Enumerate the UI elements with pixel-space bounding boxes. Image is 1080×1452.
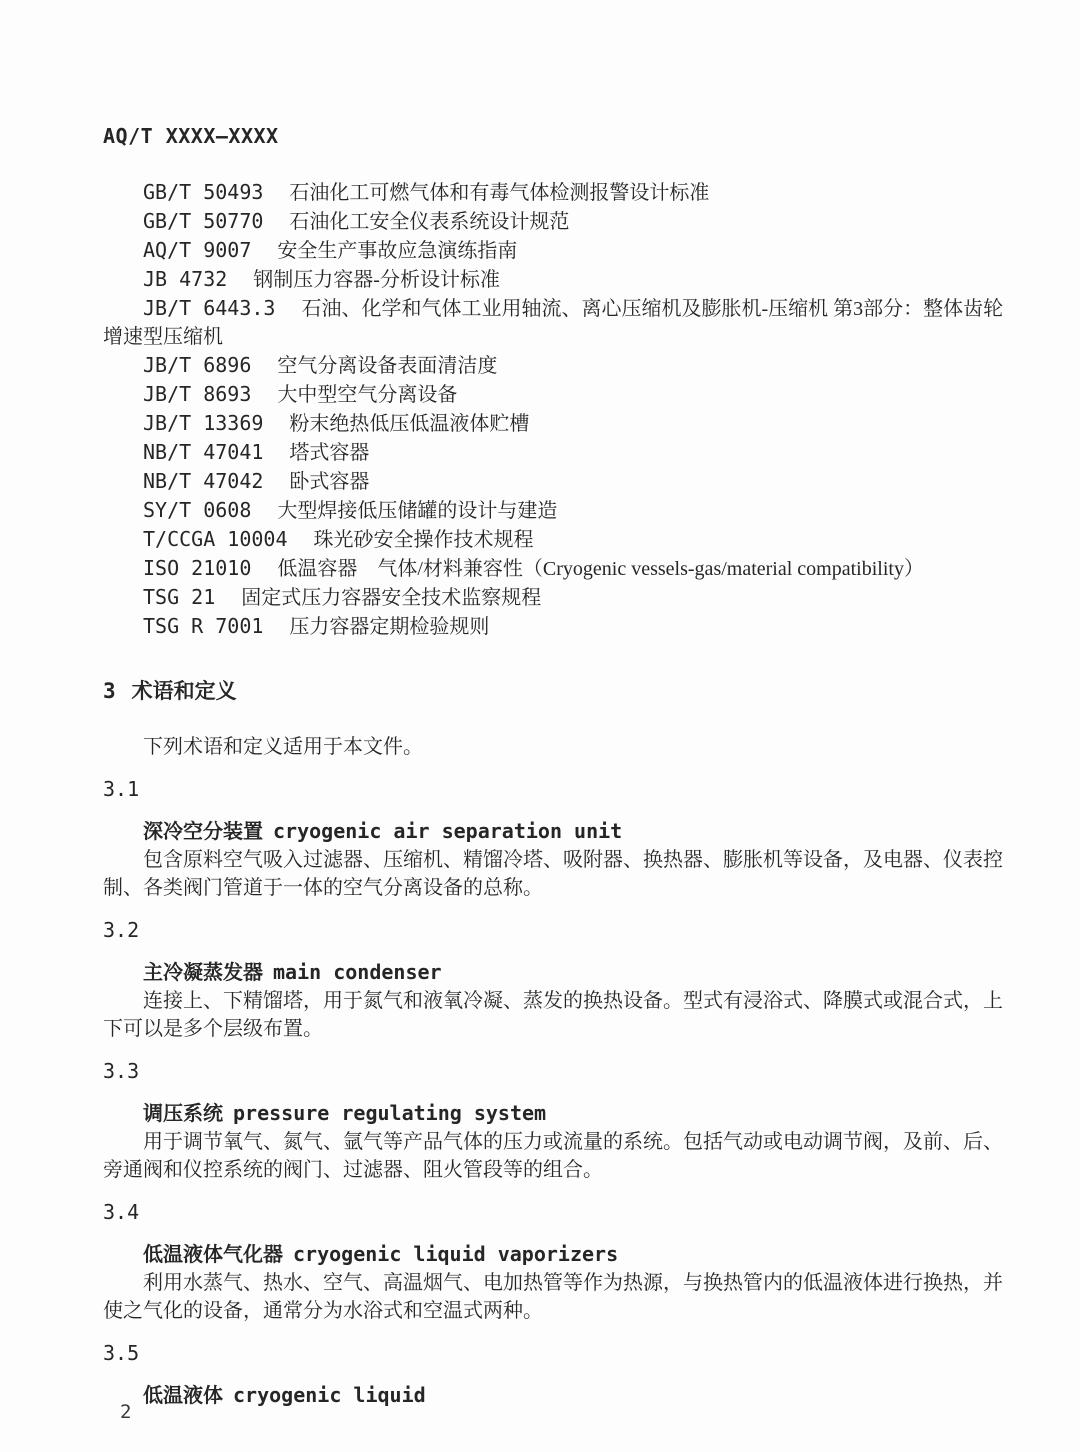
- term-en: pressure regulating system: [233, 1101, 547, 1125]
- reference-title: 珠光砂安全操作技术规程: [313, 529, 534, 551]
- term-definition: 用于调节氧气、氮气、氩气等产品气体的压力或流量的系统。包括气动或电动调节阀，及前、后、旁通阀和仪控系统的阀门、过滤器、阻火管段等的组合。: [103, 1131, 1003, 1181]
- reference-title: 石油化工可燃气体和有毒气体检测报警设计标准: [289, 182, 710, 204]
- reference-title: 石油、化学和气体工业用轴流、离心压缩机及膨胀机-压缩机 第3部分：整体齿轮增速型压缩机: [103, 298, 1004, 348]
- term-zh: 深冷空分装置: [143, 821, 263, 843]
- term-definition: 利用水蒸气、热水、空气、高温烟气、电加热管等作为热源，与换热管内的低温液体进行换热，并使之气化的设备，通常分为水浴式和空温式两种。: [103, 1272, 1003, 1322]
- reference-title: 大型焊接低压储罐的设计与建造: [277, 500, 558, 522]
- reference-title: 安全生产事故应急演练指南: [277, 240, 518, 262]
- reference-title: 钢制压力容器-分析设计标准: [253, 269, 500, 291]
- reference-title: 大中型空气分离设备: [277, 384, 458, 406]
- term-en: cryogenic liquid vaporizers: [293, 1242, 619, 1266]
- reference-item: [103, 294, 1010, 351]
- reference-item: [103, 525, 1010, 554]
- term-zh: 主冷凝蒸发器: [143, 962, 263, 984]
- document-code-header: AQ/T XXXX—XXXX: [103, 124, 279, 148]
- term-block-3-5: [103, 1339, 1010, 1410]
- reference-code: GB/T 50770: [143, 209, 264, 233]
- section-3-heading: [103, 677, 1010, 706]
- reference-code: JB/T 13369: [143, 411, 264, 435]
- reference-title: 压力容器定期检验规则: [289, 616, 490, 638]
- term-block-3-3: [103, 1057, 1010, 1184]
- reference-title: 空气分离设备表面清洁度: [277, 355, 498, 377]
- reference-code: GB/T 50493: [143, 180, 264, 204]
- reference-title: 塔式容器: [289, 442, 370, 464]
- reference-code: SY/T 0608: [143, 498, 252, 522]
- reference-item: [103, 207, 1010, 236]
- term-en: cryogenic liquid: [233, 1383, 426, 1407]
- terms-intro: 下列术语和定义适用于本文件。: [143, 736, 423, 758]
- reference-item: [103, 409, 1010, 438]
- term-title: [103, 958, 1010, 987]
- reference-code: JB 4732: [143, 267, 228, 291]
- reference-item: [103, 554, 1010, 583]
- term-block-3-1: [103, 775, 1010, 902]
- reference-item: [103, 467, 1010, 496]
- reference-item: [103, 236, 1010, 265]
- reference-item: [103, 583, 1010, 612]
- reference-title: 石油化工安全仪表系统设计规范: [289, 211, 570, 233]
- reference-code: JB/T 8693: [143, 382, 252, 406]
- reference-code: NB/T 47042: [143, 469, 264, 493]
- term-title: [103, 1240, 1010, 1269]
- term-zh: 低温液体: [143, 1385, 223, 1407]
- page-number: 2: [120, 1401, 132, 1423]
- term-definition: 包含原料空气吸入过滤器、压缩机、精馏冷塔、吸附器、换热器、膨胀机等设备，及电器、仪表控制、各类阀门管道于一体的空气分离设备的总称。: [103, 849, 1003, 899]
- term-en: cryogenic air separation unit: [273, 819, 623, 843]
- term-number: 3.5: [103, 1341, 140, 1365]
- section-number: 3: [103, 679, 116, 703]
- reference-code: JB/T 6896: [143, 353, 252, 377]
- term-definition: 连接上、下精馏塔，用于氮气和液氧冷凝、蒸发的换热设备。型式有浸浴式、降膜式或混合式，上下可以是多个层级布置。: [103, 990, 1003, 1040]
- reference-title: 固定式压力容器安全技术监察规程: [241, 587, 542, 609]
- term-block-3-2: [103, 916, 1010, 1043]
- term-block-3-4: [103, 1198, 1010, 1325]
- term-zh: 低温液体气化器: [143, 1244, 283, 1266]
- term-title: [103, 1099, 1010, 1128]
- references-list: [103, 178, 1010, 641]
- term-number: 3.2: [103, 918, 140, 942]
- reference-item: [103, 496, 1010, 525]
- reference-item: [103, 612, 1010, 641]
- reference-item: [103, 380, 1010, 409]
- reference-code: JB/T 6443.3: [143, 296, 276, 320]
- term-zh: 调压系统: [143, 1103, 223, 1125]
- reference-title: 卧式容器: [289, 471, 370, 493]
- reference-code: TSG R 7001: [143, 614, 264, 638]
- reference-code: NB/T 47041: [143, 440, 264, 464]
- reference-code: TSG 21: [143, 585, 216, 609]
- term-title: [103, 1381, 1010, 1410]
- reference-code: AQ/T 9007: [143, 238, 252, 262]
- term-en: main condenser: [273, 960, 442, 984]
- reference-item: [103, 265, 1010, 294]
- reference-item: [103, 438, 1010, 467]
- term-number: 3.4: [103, 1200, 140, 1224]
- term-number: 3.1: [103, 777, 140, 801]
- reference-title: 低温容器 气体/材料兼容性（Cryogenic vessels-gas/material compatibility）: [277, 558, 924, 580]
- reference-title: 粉末绝热低压低温液体贮槽: [289, 413, 530, 435]
- reference-item: [103, 351, 1010, 380]
- reference-code: T/CCGA 10004: [143, 527, 288, 551]
- term-title: [103, 817, 1010, 846]
- term-number: 3.3: [103, 1059, 140, 1083]
- section-title: 术语和定义: [131, 680, 237, 703]
- reference-code: ISO 21010: [143, 556, 252, 580]
- reference-item: [103, 178, 1010, 207]
